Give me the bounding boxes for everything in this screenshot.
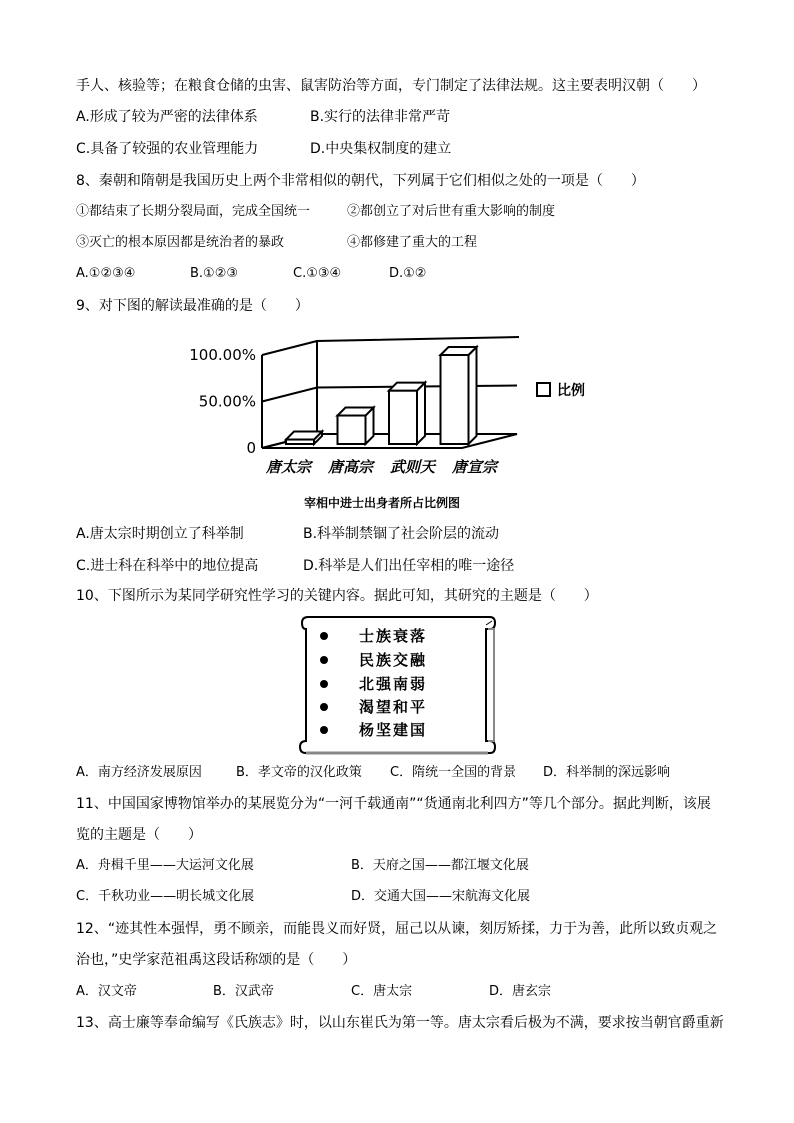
chart-y-tick-label: 50.00%: [198, 392, 256, 411]
chart-caption: 宰相中进士出身者所占比例图: [304, 496, 461, 510]
q12-stem-line1: 12、“迹其性本强悍，勇不顾亲，而能畏义而好贤，屈己以从谏，刻厉矫揉，力于为善，此所以致贞观之: [76, 921, 718, 937]
q8-option-a: A.①②③④: [76, 266, 136, 281]
q11-stem-line2: 览的主题是（ ）: [76, 827, 202, 843]
q8-item-3: ③灭亡的根本原因都是统治者的暴政: [76, 235, 285, 250]
chart-bars: [286, 347, 477, 444]
scroll-bullet-3: [320, 680, 328, 688]
q9-option-a: A.唐太宗时期创立了科举制: [76, 526, 244, 542]
q8-option-d: D.①②: [389, 266, 427, 281]
q11-stem-line1: 11、中国国家博物馆举办的某展览分为“一河千载通南”“货通南北利四方”等几个部分。据此判断，该展: [76, 796, 711, 812]
scroll-bullet-1: [320, 632, 328, 640]
chart-bar-front: [338, 416, 366, 444]
scroll-item-5: 杨坚建国: [359, 721, 428, 739]
chart-bar-front: [389, 391, 417, 444]
q13-stem: 13、高士廉等奉命编写《氏族志》时，以山东崔氏为第一等。唐太宗看后极为不满，要求按当朝官爵重新: [76, 1015, 724, 1031]
chart-bar-top: [286, 432, 322, 440]
chart-bar-side: [417, 383, 425, 444]
q8-item-1: ①都结束了长期分裂局面，完成全国统一: [76, 204, 311, 219]
q7-option-b: B.实行的法律非常严苛: [310, 109, 451, 125]
q12-option-c: C．唐太宗: [351, 984, 413, 999]
q8-stem: 8、秦朝和隋朝是我国历史上两个非常相似的朝代，下列属于它们相似之处的一项是（ ）: [76, 173, 645, 189]
q7-stem: 手人、核验等；在粮食仓储的虫害、鼠害防治等方面，专门制定了法律法规。这主要表明汉朝（ ）: [76, 78, 706, 94]
chart-bar-top: [338, 408, 374, 416]
legend-label: 比例: [557, 383, 585, 399]
q12-stem-line2: 治也，”史学家范祖禹这段话称颂的是（ ）: [76, 952, 357, 968]
q12-option-d: D．唐玄宗: [489, 984, 552, 999]
ratio-bar-chart: [0, 0, 794, 500]
q11-option-d: D．交通大国——宋航海文化展: [351, 889, 531, 904]
q8-option-b: B.①②③: [190, 266, 239, 281]
q9-option-b: B.科举制禁锢了社会阶层的流动: [303, 526, 500, 542]
chart-category-label: 武则天: [390, 458, 436, 476]
chart-bar: [286, 432, 322, 444]
q12-option-a: A．汉文帝: [76, 984, 137, 999]
chart-bar-side: [469, 347, 477, 444]
q10-option-a: A．南方经济发展原因: [76, 765, 202, 780]
scroll-item-2: 民族交融: [359, 651, 428, 669]
scroll-bullet-5: [320, 726, 328, 734]
chart-top-edge: [262, 341, 317, 355]
scroll-item-3: 北强南弱: [359, 675, 428, 693]
chart-bar: [389, 383, 425, 444]
q11-option-c: C．千秋功业——明长城文化展: [76, 889, 255, 904]
scroll-bullet-2: [320, 656, 328, 664]
q10-option-b: B．孝文帝的汉化政策: [236, 765, 362, 780]
chart-bar: [441, 347, 477, 444]
q8-option-c: C.①③④: [293, 266, 342, 281]
q11-option-b: B．天府之国——都江堰文化展: [351, 858, 529, 873]
legend-swatch: [537, 383, 550, 396]
chart-bar-top: [389, 383, 425, 391]
q12-option-b: B．汉武帝: [213, 984, 274, 999]
q10-stem: 10、下图所示为某同学研究性学习的关键内容。据此可知，其研究的主题是（ ）: [76, 588, 598, 604]
chart-bar-front: [441, 355, 469, 444]
chart-category-label: 唐太宗: [266, 458, 312, 476]
q8-item-2: ②都创立了对后世有重大影响的制度: [347, 204, 556, 219]
chart-y-tick-label: 100.00%: [189, 346, 256, 364]
scroll-item-4: 渴望和平: [359, 698, 428, 716]
scroll-item-1: 士族衰落: [359, 627, 428, 645]
chart-category-label: 唐宣宗: [452, 458, 498, 476]
chart-bar: [338, 408, 374, 444]
chart-category-labels: [265, 458, 500, 476]
q9-option-d: D.科举是人们出任宰相的唯一途径: [303, 558, 515, 574]
scroll-bullet-4: [320, 703, 328, 711]
q7-option-a: A.形成了较为严密的法律体系: [76, 109, 258, 125]
q10-option-c: C．隋统一全国的背景: [390, 765, 517, 780]
q8-item-4: ④都修建了重大的工程: [347, 235, 478, 250]
chart-category-label: 唐高宗: [328, 458, 374, 476]
q9-option-c: C.进士科在科举中的地位提高: [76, 558, 259, 574]
chart-bar-top: [441, 347, 477, 355]
q10-option-d: D．科举制的深远影响: [543, 765, 671, 780]
q9-stem: 9、对下图的解读最准确的是（ ）: [76, 298, 309, 314]
q7-option-c: C.具备了较强的农业管理能力: [76, 141, 259, 157]
chart-y-tick-label: 0: [246, 439, 256, 457]
chart-tick-labels: [189, 346, 256, 457]
q7-option-d: D.中央集权制度的建立: [310, 141, 452, 157]
q11-option-a: A．舟楫千里——大运河文化展: [76, 858, 254, 873]
